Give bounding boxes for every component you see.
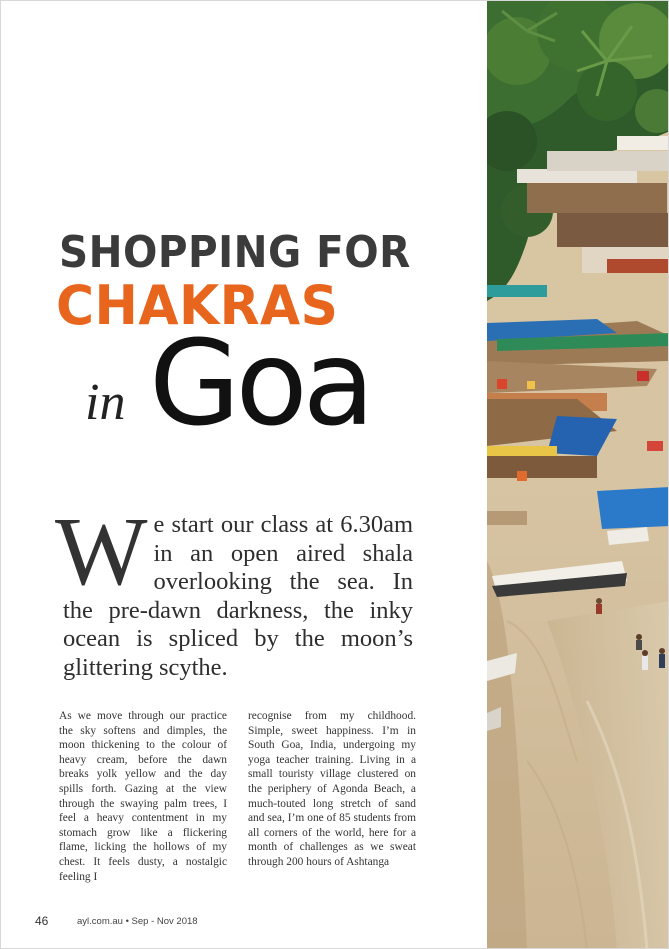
lead-text: e start our class at 6.30am in an open aired shala overlooking the sea. In the pre-dawn darkness, the inky ocean is spliced by the moon’s glittering scythe.	[63, 511, 413, 681]
title-chakras: CHAKRAS	[56, 274, 339, 337]
title-shopping-for: SHOPPING FOR	[59, 227, 411, 278]
drop-cap: W	[55, 498, 148, 606]
body-column-1: As we move through our practice the sky softens and dimples, the moon thickening to the colour of heavy cream, before the dawn breaks yolk yellow and the day spills forth. Gazing at the view through the swaying palm trees, I feel a heavy contentment in my stomach grow like a flickering flame, licking the hollows of my chest. It feels dusty, a nostalgic feeling I	[59, 710, 227, 883]
beach-photo-illustration	[487, 1, 669, 949]
title-in: in	[85, 374, 126, 431]
footer-site: ayl.com.au	[77, 916, 123, 927]
footer-bullet: •	[125, 916, 129, 927]
page-number: 46	[35, 914, 49, 928]
body-column-2: recognise from my childhood. Simple, sweet happiness. I’m in South Goa, India, undergoing my yoga teacher training. Living in a small touristy village clustered on the periphery of Agonda Beach, a much-touted long stretch of sand and sea, I’m one of 85 students from all corners of the world, here for a month of challenges as we sweat through 200 hours of Ashtanga	[248, 710, 416, 868]
footer-meta	[77, 916, 198, 927]
title-goa: Goa	[149, 314, 370, 452]
footer-issue: Sep - Nov 2018	[131, 916, 198, 927]
lead-paragraph	[55, 498, 413, 682]
beach-photo	[487, 1, 669, 949]
